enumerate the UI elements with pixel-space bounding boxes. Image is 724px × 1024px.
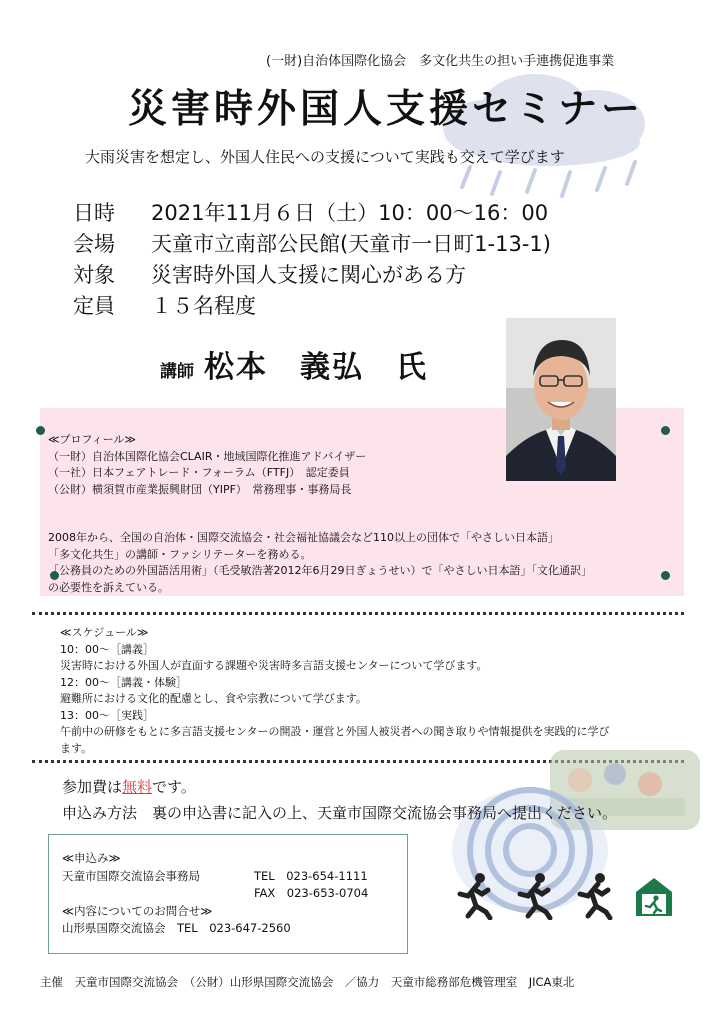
fee-prefix: 参加費は <box>62 778 123 796</box>
lecturer-name: 松本 義弘 氏 <box>204 350 428 385</box>
running-person-icon <box>572 872 616 920</box>
date-row <box>73 197 548 227</box>
profile-bio-line: の必要性を訴えている。 <box>48 580 169 594</box>
profile-text <box>48 432 668 596</box>
venue-value: 天童市立南部公民館(天童市一日町1-13-1) <box>151 232 551 256</box>
venue-row <box>73 228 551 258</box>
target-value: 災害時外国人支援に関心がある方 <box>151 263 466 287</box>
target-label: 対象 <box>73 263 115 287</box>
apply-heading: ≪申込み≫ <box>62 851 121 865</box>
target-row <box>73 259 466 289</box>
schedule-desc: 避難所における文化的配慮とし、食や宗教について学びます。 <box>60 692 367 705</box>
apply-fax: FAX 023-653-0704 <box>254 886 369 900</box>
emergency-exit-icon <box>632 874 676 918</box>
schedule-desc: 午前中の研修をもとに多言語支援センターの開設・運営と外国人被災者への聞き取りや情報提供を実践的に学び <box>60 725 610 738</box>
capacity-label: 定員 <box>73 294 115 318</box>
schedule <box>60 625 680 757</box>
organizer-line: (一財)自治体国際化協会 多文化共生の担い手連携促進事業 <box>266 54 615 69</box>
inquiry-heading: ≪内容についてのお問合せ≫ <box>62 903 213 918</box>
fee-line <box>62 776 196 797</box>
schedule-time: 13：00〜［実践］ <box>60 708 154 722</box>
date-value: 2021年11月６日（土）10：00〜16：00 <box>151 201 549 225</box>
inquiry-line: 山形県国際交流協会 TEL 023-647-2560 <box>62 921 291 935</box>
corner-dot <box>36 426 45 435</box>
schedule-time: 10：00〜［講義］ <box>60 642 154 656</box>
profile-bio-line: 「公務員のための外国語活用術」（毛受敏浩著2012年6月29日ぎょうせい）で「やさしい日本語」「文化通訳」 <box>48 564 592 577</box>
venue-label: 会場 <box>73 232 115 256</box>
profile-line: （公財）横須賀市産業振興財団（YIPF） 常務理事・事務局長 <box>48 482 352 496</box>
footer-sponsors: 主催 天童市国際交流協会 （公財）山形県国際交流協会 ／協力 天童市総務部危機管理室 JICA東北 <box>40 975 575 989</box>
page-subtitle: 大雨災害を想定し、外国人住民への支援について実践も交えて学びます <box>85 148 565 166</box>
contact-text <box>62 850 368 938</box>
fee-free: 無料 <box>122 778 153 796</box>
fee-suffix: です。 <box>152 778 196 796</box>
apply-tel: TEL 023-654-1111 <box>254 868 368 883</box>
profile-bio-line: 2008年から、全国の自治体・国際交流協会・社会福祉協議会など110以上の団体で「やさしい日本語」 <box>48 531 559 544</box>
apply-method: 申込み方法 裏の申込書に記入の上、天童市国際交流協会事務局へ提出ください。 <box>62 804 618 822</box>
profile-bio-line: 「多文化共生」の講師・ファシリテーターを務める。 <box>48 547 312 561</box>
running-person-icon <box>452 872 496 920</box>
profile-line: （一財）自治体国際化協会CLAIR・地域国際化推進アドバイザー <box>48 449 367 463</box>
profile-heading: ≪プロフィール≫ <box>48 433 136 446</box>
dotted-divider <box>32 612 684 615</box>
running-person-icon <box>512 872 556 920</box>
schedule-time: 12：00〜［講義・体験］ <box>60 675 187 689</box>
lecturer <box>160 342 428 386</box>
schedule-desc-tail: ます。 <box>60 741 93 755</box>
date-label: 日時 <box>73 201 115 225</box>
schedule-desc: 災害時における外国人が直面する課題や災害時多言語支援センターについて学びます。 <box>60 659 488 672</box>
profile-line: （一社）日本フェアトレード・フォーラム（FTFJ） 認定委員 <box>48 466 350 479</box>
lecturer-role: 講師 <box>160 362 194 382</box>
capacity-row <box>73 290 256 320</box>
page-title: 災害時外国人支援セミナー <box>128 87 645 132</box>
apply-org: 天童市国際交流協会事務局 <box>62 868 200 883</box>
schedule-heading: ≪スケジュール≫ <box>60 626 149 639</box>
capacity-value: １５名程度 <box>151 294 256 318</box>
